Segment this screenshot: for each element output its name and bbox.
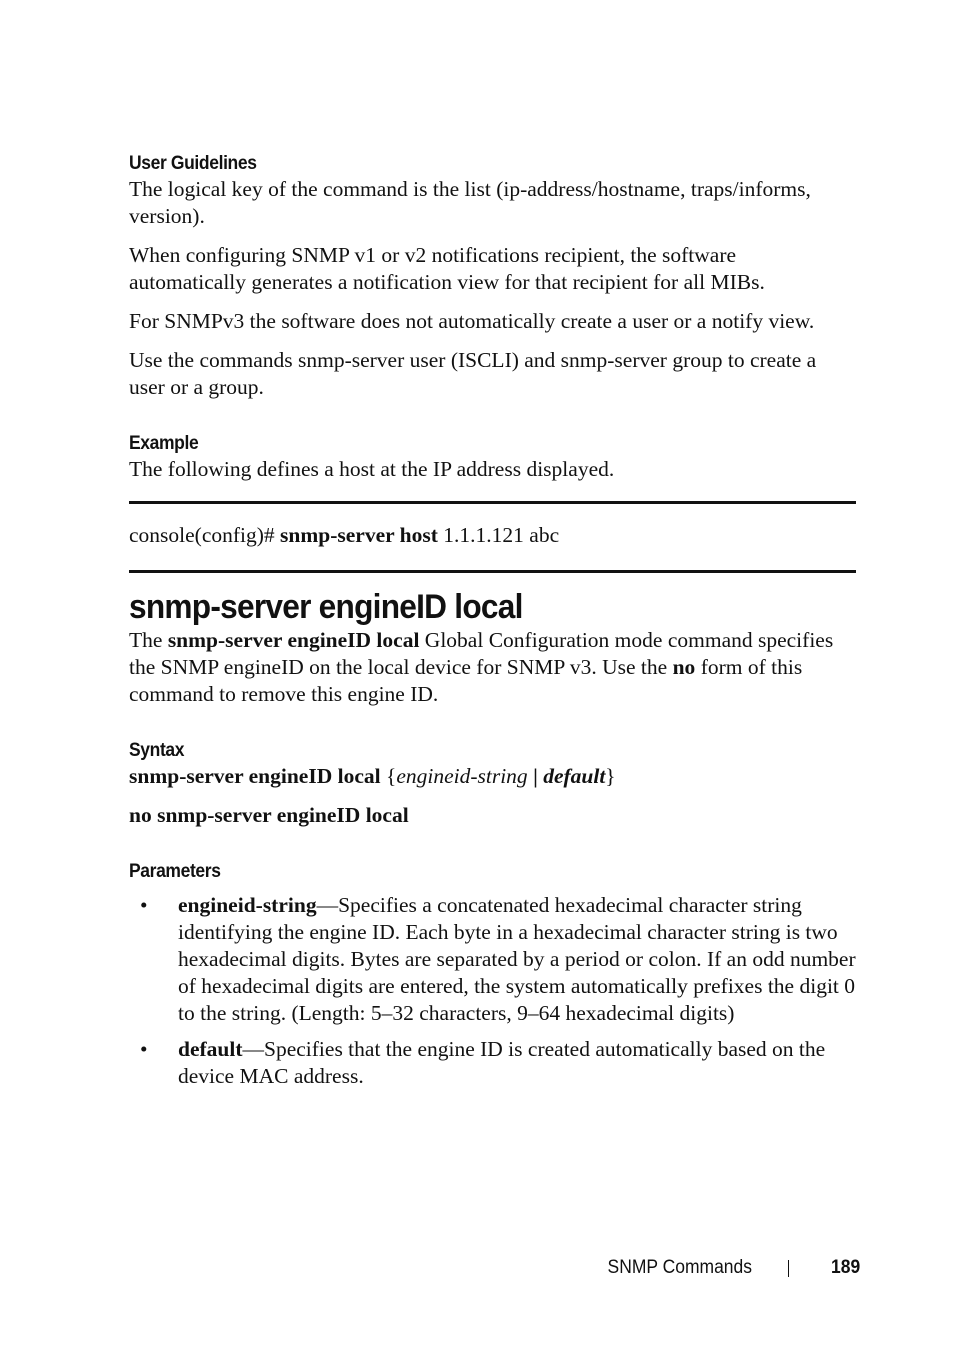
syntax-line-2: no snmp-server engineID local [129,803,409,827]
param-desc: —Specifies that the engine ID is created automatically based on the device MAC address. [178,1037,826,1088]
guideline-paragraph-4: Use the commands snmp-server user (ISCLI) and snmp-server group to create a user or a group. [129,348,817,399]
list-item [129,892,856,1027]
intro-suffix: form of this command to remove this engine ID. [129,655,803,706]
intro-no-keyword: no [672,655,696,679]
syntax-command: snmp-server engineID local [129,764,381,788]
syntax-close-brace: } [605,764,616,788]
guideline-paragraph-2: When configuring SNMP v1 or v2 notifications recipient, the software automatically generates a notification view for that recipient for all MIBs. [129,243,765,294]
console-prompt: console(config)# [129,523,275,547]
section-title: snmp-server engineID local [129,588,523,626]
syntax-pipe: | [527,764,544,788]
console-args: 1.1.1.121 abc [443,523,560,547]
param-name: engineid-string [178,893,317,917]
footer-section-label: SNMP Commands [607,1257,752,1278]
page-number: 189 [831,1257,861,1278]
example-text: The following defines a host at the IP address displayed. [129,457,615,481]
syntax-heading: Syntax [129,740,185,761]
list-item [129,1036,856,1090]
section-intro [129,627,856,708]
bullet-icon: • [140,1037,148,1061]
console-command: snmp-server host [280,523,438,547]
footer-divider [788,1260,789,1277]
syntax-param-default: default [543,764,606,788]
syntax-line-1 [129,763,856,790]
bullet-icon: • [140,893,148,917]
user-guidelines-heading: User Guidelines [129,153,257,174]
example-heading: Example [129,433,199,454]
intro-middle: Global Configuration mode command specifies the SNMP engineID on the local device for SNMP v3. Use the [129,628,834,679]
param-desc: —Specifies a concatenated hexadecimal character string identifying the engine ID. Each byte in a hexadecimal character string is two hexadecimal digits. Bytes are separated by a period or colon. If an odd number of hexadecimal digits are entered, the system automatically prefixes the digit 0 to the string. (Length: 5–32 characters, 9–64 hexadecimal digits) [178,893,856,1025]
page-content [129,152,856,1099]
param-name: default [178,1037,243,1061]
page-footer [0,1255,954,1281]
syntax-open-brace: { [380,764,397,788]
intro-command: snmp-server engineID local [167,628,420,652]
syntax-param-engineid: engineid-string [396,764,528,788]
intro-prefix: The [129,628,168,652]
guideline-paragraph-1: The logical key of the command is the list (ip-address/hostname, traps/informs, version). [129,177,811,228]
parameters-list [129,892,856,1090]
parameters-heading: Parameters [129,861,221,882]
guideline-paragraph-3: For SNMPv3 the software does not automatically create a user or a notify view. [129,309,815,333]
console-example [129,522,856,549]
